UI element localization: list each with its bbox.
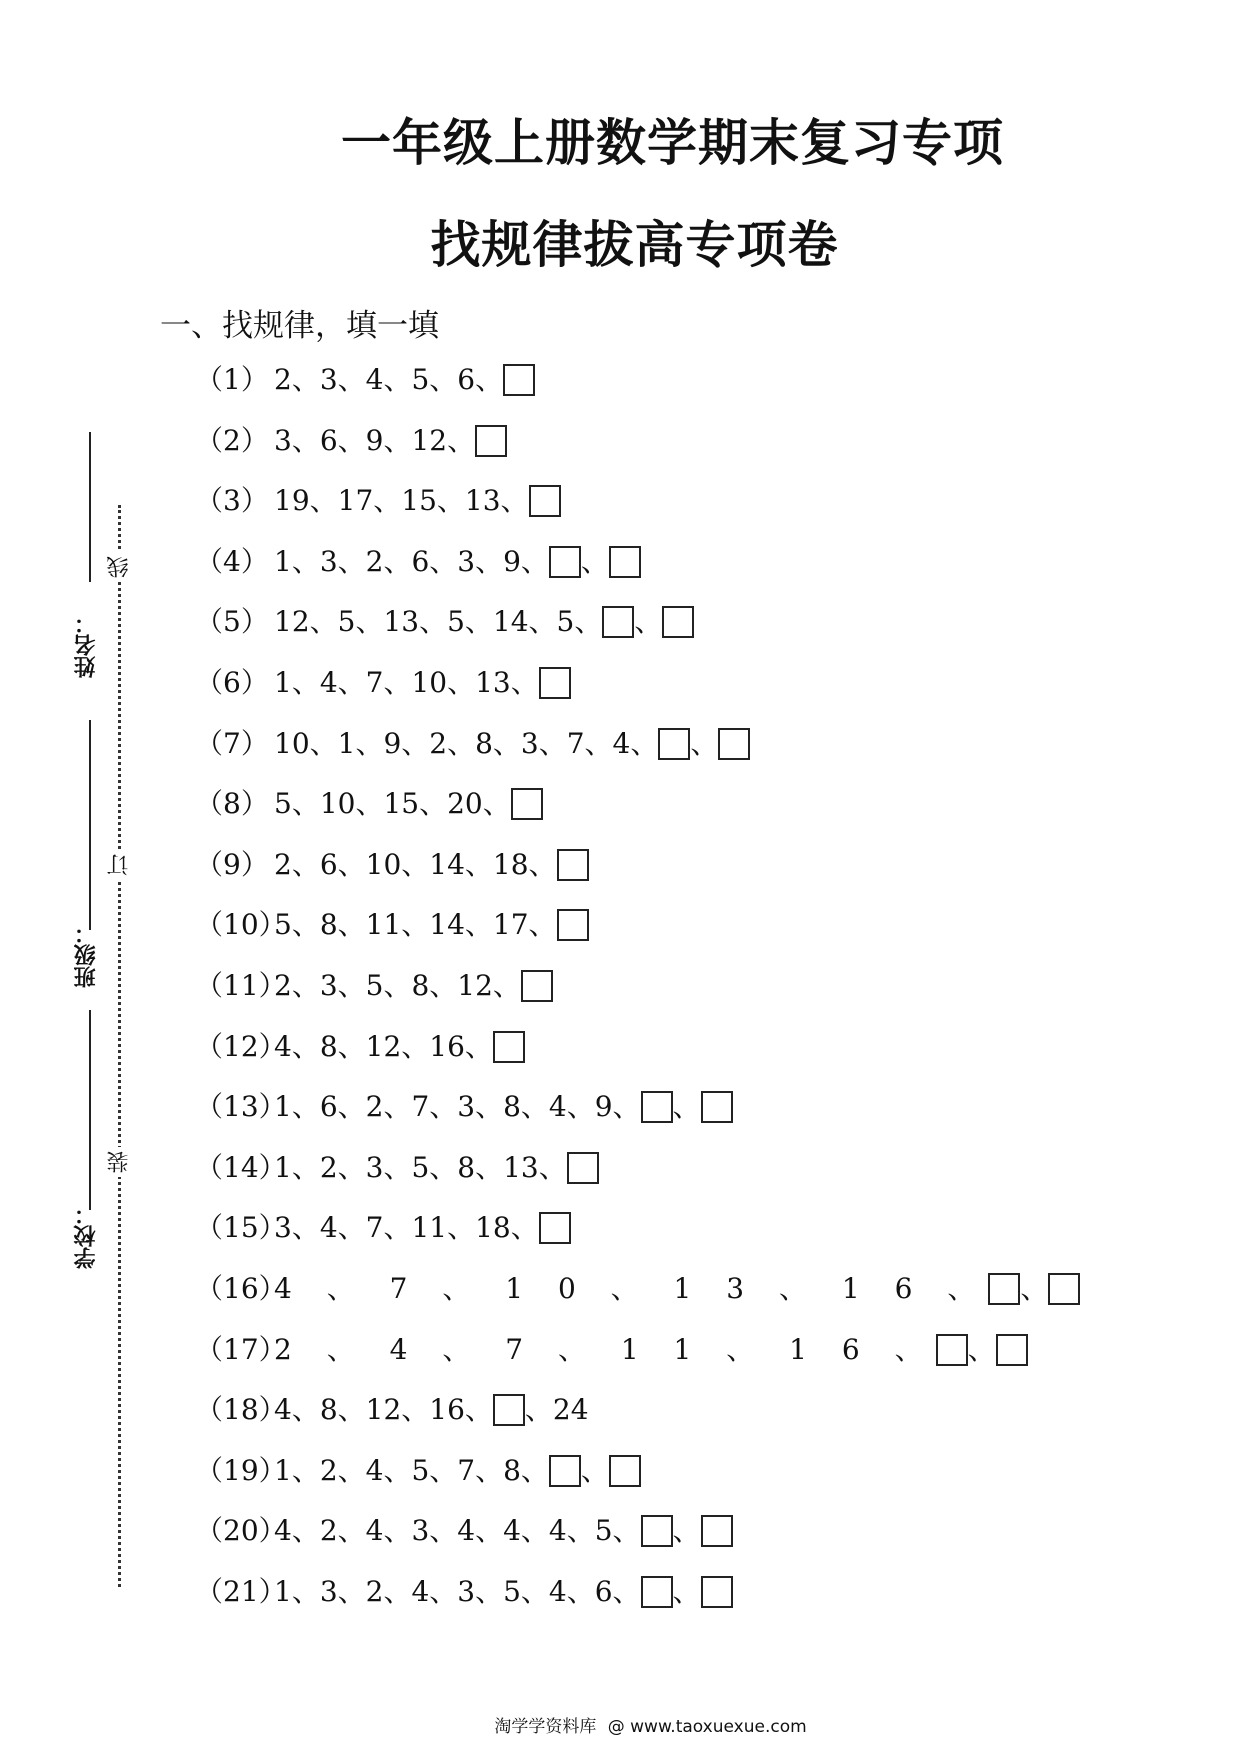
sequence-text: 1、4、7、10、13、 <box>274 666 539 699</box>
answer-box[interactable] <box>1048 1273 1080 1305</box>
question-number: （8） <box>195 787 269 821</box>
answer-box[interactable] <box>988 1273 1020 1305</box>
answer-box[interactable] <box>521 970 553 1002</box>
name-underline <box>89 432 91 582</box>
question-number: （18） <box>195 1393 287 1427</box>
sequence-text: 2、3、4、5、6、 <box>274 363 504 396</box>
question-number: （13） <box>195 1090 287 1124</box>
answer-box[interactable] <box>529 485 561 517</box>
question-item <box>195 481 561 521</box>
answer-box[interactable] <box>549 1455 581 1487</box>
question-item <box>195 360 535 400</box>
answer-box[interactable] <box>718 728 750 760</box>
blank-separator: 、 <box>690 726 719 760</box>
blank-separator: 、 <box>672 1514 701 1548</box>
question-item <box>195 1511 733 1551</box>
binding-mark-line: 线 <box>104 552 135 582</box>
page-title: 一年级上册数学期末复习专项 <box>341 113 1004 172</box>
answer-box[interactable] <box>493 1394 525 1426</box>
answer-box[interactable] <box>701 1515 733 1547</box>
question-number: （16） <box>195 1272 287 1305</box>
answer-box[interactable] <box>539 1212 571 1244</box>
sequence-text: 3、6、9、12、 <box>274 423 476 457</box>
sequence-text: 1、2、3、5、8、13、 <box>274 1150 567 1184</box>
sequence-text: 4 、 7 、 1 0 、 1 3 、 1 6 、 <box>274 1272 989 1305</box>
question-item <box>195 784 543 824</box>
sequence-text: 1、6、2、7、3、8、4、9、 <box>274 1090 641 1124</box>
sequence-text: 12、5、13、5、14、5、 <box>274 605 603 639</box>
answer-box[interactable] <box>503 364 535 396</box>
answer-box[interactable] <box>658 728 690 760</box>
answer-box[interactable] <box>557 909 589 941</box>
question-number: （4） <box>195 544 269 578</box>
question-number: （17） <box>195 1332 287 1366</box>
answer-box[interactable] <box>641 1515 673 1547</box>
sequence-text: 3、4、7、11、18、 <box>274 1211 539 1245</box>
question-number: （2） <box>195 423 269 457</box>
binding-mark-ding: 订 <box>104 850 135 880</box>
answer-box[interactable] <box>602 606 634 638</box>
sequence-text: 2 、 4 、 7 、 1 1 、 1 6 、 <box>274 1332 936 1366</box>
sequence-text: 1、3、2、4、3、5、4、6、 <box>274 1575 641 1608</box>
question-item <box>195 1572 733 1612</box>
answer-box[interactable] <box>641 1576 673 1608</box>
question-item <box>195 1390 589 1430</box>
class-label: 班级： <box>74 922 99 988</box>
question-number: （5） <box>195 605 269 639</box>
question-number: （20） <box>195 1514 287 1548</box>
school-underline <box>89 1010 91 1210</box>
section-heading: 一、找规律，填一填 <box>160 308 439 344</box>
answer-box[interactable] <box>549 546 581 578</box>
answer-box[interactable] <box>609 546 641 578</box>
question-item <box>195 421 507 461</box>
sequence-text: 2、3、5、8、12、 <box>274 969 521 1002</box>
question-number: （19） <box>195 1453 287 1487</box>
blank-separator: 、 <box>580 1453 609 1487</box>
class-underline <box>89 720 91 930</box>
sequence-text: 2、6、10、14、18、 <box>274 847 557 881</box>
answer-box[interactable] <box>996 1334 1028 1366</box>
blank-separator: 、 <box>967 1332 996 1366</box>
answer-box[interactable] <box>701 1576 733 1608</box>
question-item <box>195 602 694 642</box>
sequence-text: 10、1、9、2、8、3、7、4、 <box>274 726 659 760</box>
footer-site: @ www.taoxuexue.com <box>607 1717 807 1737</box>
answer-box[interactable] <box>641 1091 673 1123</box>
question-number: （7） <box>195 726 269 760</box>
question-item <box>195 724 750 764</box>
question-item <box>195 663 571 703</box>
blank-separator: 、 <box>1020 1272 1049 1305</box>
answer-box[interactable] <box>701 1091 733 1123</box>
school-label: 学校： <box>74 1203 99 1269</box>
sequence-text: 4、2、4、3、4、4、4、5、 <box>274 1514 641 1548</box>
answer-box[interactable] <box>511 788 543 820</box>
question-item <box>195 1330 1028 1370</box>
question-number: （14） <box>195 1150 287 1184</box>
question-number: （21） <box>195 1575 287 1608</box>
question-number: （12） <box>195 1029 287 1063</box>
question-number: （15） <box>195 1211 287 1245</box>
answer-box[interactable] <box>475 425 507 457</box>
blank-separator: 、 <box>634 605 663 639</box>
sequence-text: 1、3、2、6、3、9、 <box>274 544 549 578</box>
sequence-text: 4、8、12、16、 <box>274 1393 493 1427</box>
question-item <box>195 1208 571 1248</box>
binding-mark-zhuang: 装 <box>104 1147 135 1177</box>
answer-box[interactable] <box>609 1455 641 1487</box>
question-number: （9） <box>195 847 269 881</box>
sequence-text: 5、10、15、20、 <box>274 787 511 821</box>
sequence-text: 1、2、4、5、7、8、 <box>274 1453 549 1487</box>
sequence-text: 19、17、15、13、 <box>274 484 529 518</box>
answer-box[interactable] <box>557 849 589 881</box>
answer-box[interactable] <box>936 1334 968 1366</box>
question-item <box>195 1269 1080 1309</box>
question-item <box>195 1087 733 1127</box>
footer-brand: 淘学学资料库 <box>494 1717 597 1737</box>
blank-separator: 、 <box>580 544 609 578</box>
blank-separator: 、 <box>672 1575 701 1608</box>
question-item <box>195 542 641 582</box>
question-item <box>195 905 589 945</box>
answer-box[interactable] <box>539 667 571 699</box>
footer <box>0 1712 1241 1737</box>
answer-box[interactable] <box>662 606 694 638</box>
question-number: （11） <box>195 969 287 1002</box>
sequence-text: 4、8、12、16、 <box>274 1029 493 1063</box>
question-item <box>195 1451 641 1491</box>
answer-box[interactable] <box>567 1152 599 1184</box>
question-item <box>195 845 589 885</box>
question-item <box>195 1027 525 1067</box>
question-number: （10） <box>195 908 287 942</box>
blank-separator: 、 <box>672 1090 701 1124</box>
question-number: （3） <box>195 484 269 518</box>
name-label: 姓名： <box>74 612 99 678</box>
sequence-text: 5、8、11、14、17、 <box>274 908 557 942</box>
page-subtitle: 找规律拔高专项卷 <box>430 215 839 274</box>
question-item <box>195 966 553 1006</box>
question-number: （1） <box>195 363 269 396</box>
binding-margin <box>0 0 150 1754</box>
answer-box[interactable] <box>493 1031 525 1063</box>
binding-dotted-line <box>118 505 121 1587</box>
question-item <box>195 1148 599 1188</box>
sequence-tail: 、24 <box>524 1393 589 1427</box>
question-number: （6） <box>195 666 269 699</box>
